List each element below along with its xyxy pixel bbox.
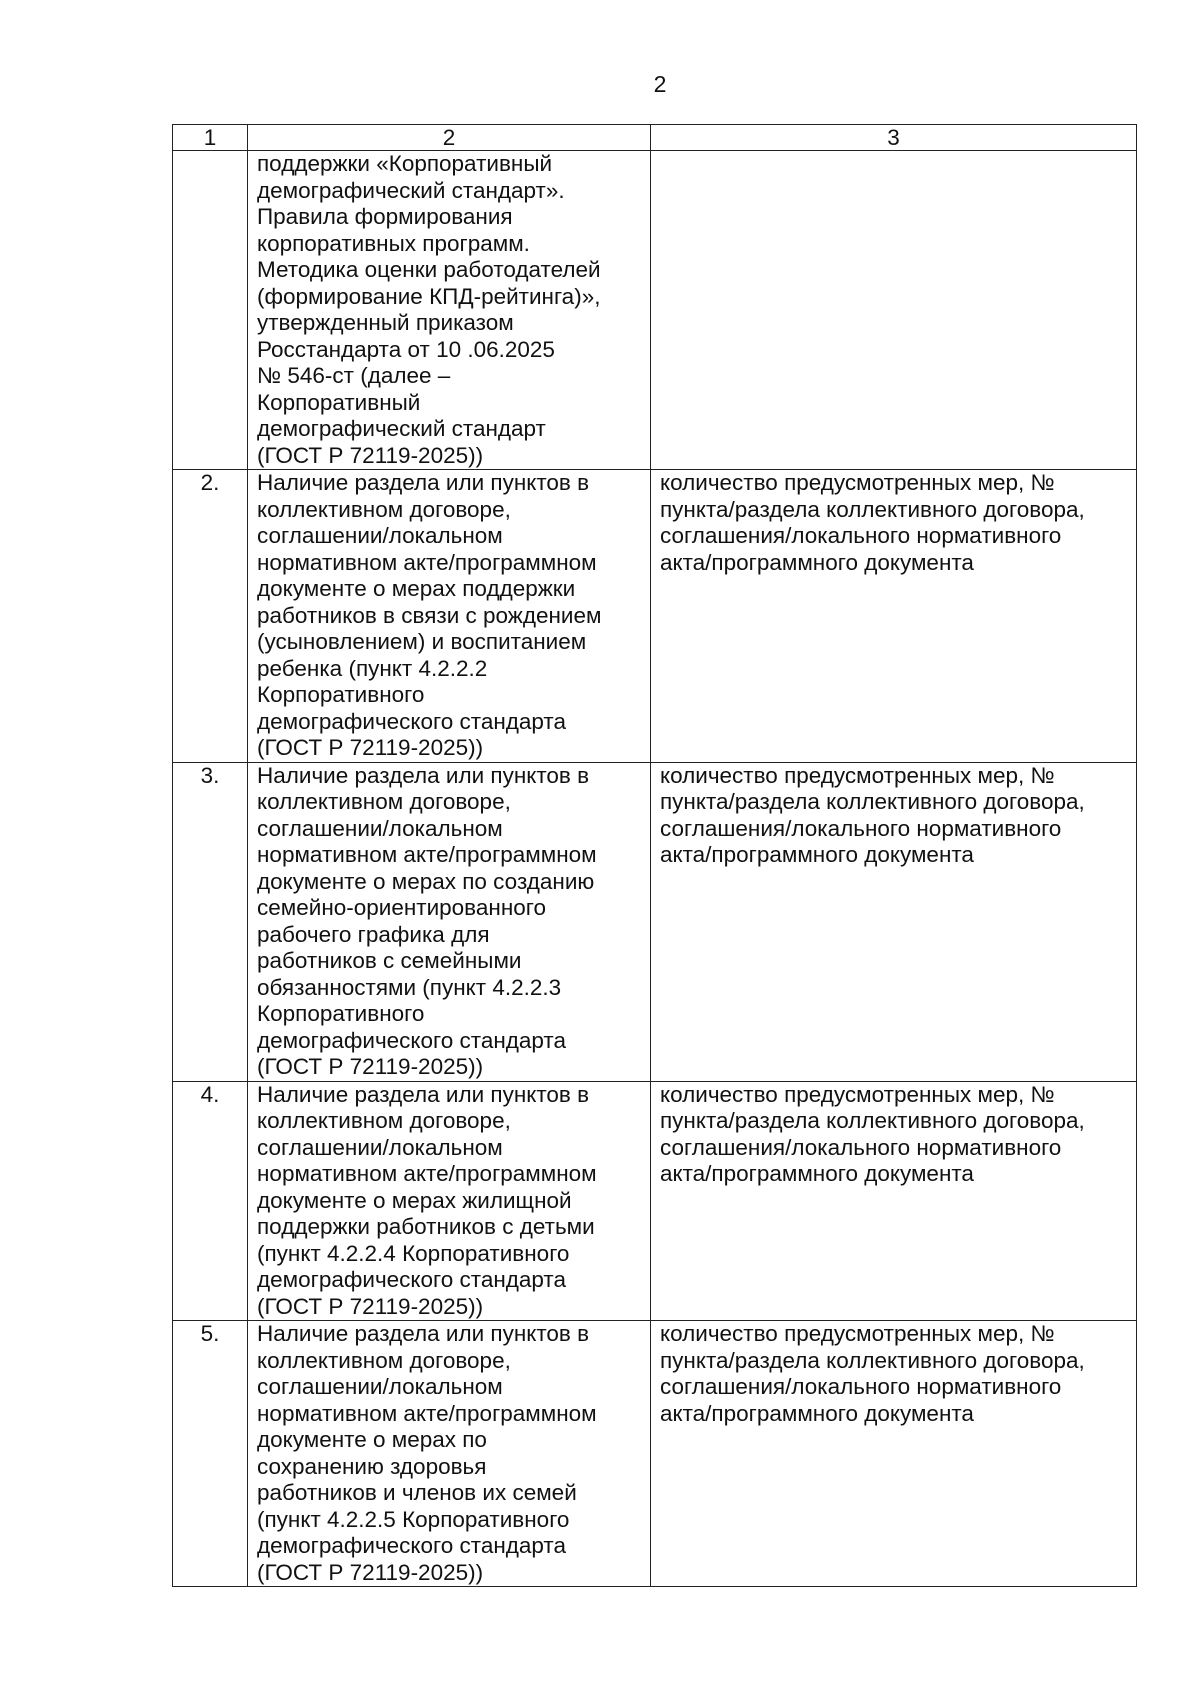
measure-text: количество предусмотренных мер, № пункта/раздела коллективного договора, соглашения/локального нормативного акта/программного документа [651, 470, 1137, 763]
row-number: 2. [173, 470, 248, 763]
criterion-text: Наличие раздела или пунктов в коллективном договоре, соглашении/локальном нормативном акте/программном документе о мерах по созданию семейно-ориентированного рабочего графика для работников с семейными обязанностями (пункт 4.2.2.3 Корпоративного демографического стандарта (ГОСТ Р 72119-2025)) [248, 762, 651, 1081]
table-row [173, 470, 1137, 763]
criterion-text: Наличие раздела или пунктов в коллективном договоре, соглашении/локальном нормативном акте/программном документе о мерах по сохранению здоровья работников и членов их семей (пункт 4.2.2.5 Корпоративного демографического стандарта (ГОСТ Р 72119-2025)) [248, 1321, 651, 1587]
table-row [173, 1321, 1137, 1587]
measure-text: количество предусмотренных мер, № пункта/раздела коллективного договора, соглашения/локального нормативного акта/программного документа [651, 1321, 1137, 1587]
measure-text [651, 151, 1137, 470]
row-number: 4. [173, 1081, 248, 1321]
row-number: 3. [173, 762, 248, 1081]
table-header-row [173, 125, 1137, 151]
table-row [173, 762, 1137, 1081]
criterion-text: Наличие раздела или пунктов в коллективном договоре, соглашении/локальном нормативном акте/программном документе о мерах жилищной поддержки работников с детьми (пункт 4.2.2.4 Корпоративного демографического стандарта (ГОСТ Р 72119-2025)) [248, 1081, 651, 1321]
criteria-table [172, 124, 1137, 1587]
criterion-text: поддержки «Корпоративный демографический стандарт». Правила формирования корпоративных программ. Методика оценки работодателей (формирование КПД-рейтинга)», утвержденный приказом Росстандарта от 10 .06.2025 № 546-ст (далее – Корпоративный демографический стандарт (ГОСТ Р 72119-2025)) [248, 151, 651, 470]
criterion-text: Наличие раздела или пунктов в коллективном договоре, соглашении/локальном нормативном акте/программном документе о мерах поддержки работников в связи с рождением (усыновлением) и воспитанием ребенка (пункт 4.2.2.2 Корпоративного демографического стандарта (ГОСТ Р 72119-2025)) [248, 470, 651, 763]
table-row [173, 151, 1137, 470]
measure-text: количество предусмотренных мер, № пункта/раздела коллективного договора, соглашения/локального нормативного акта/программного документа [651, 762, 1137, 1081]
column-header-1: 1 [173, 125, 248, 151]
measure-text: количество предусмотренных мер, № пункта/раздела коллективного договора, соглашения/локального нормативного акта/программного документа [651, 1081, 1137, 1321]
row-number [173, 151, 248, 470]
row-number: 5. [173, 1321, 248, 1587]
table-row [173, 1081, 1137, 1321]
column-header-3: 3 [651, 125, 1137, 151]
column-header-2: 2 [248, 125, 651, 151]
page-number: 2 [653, 71, 667, 97]
